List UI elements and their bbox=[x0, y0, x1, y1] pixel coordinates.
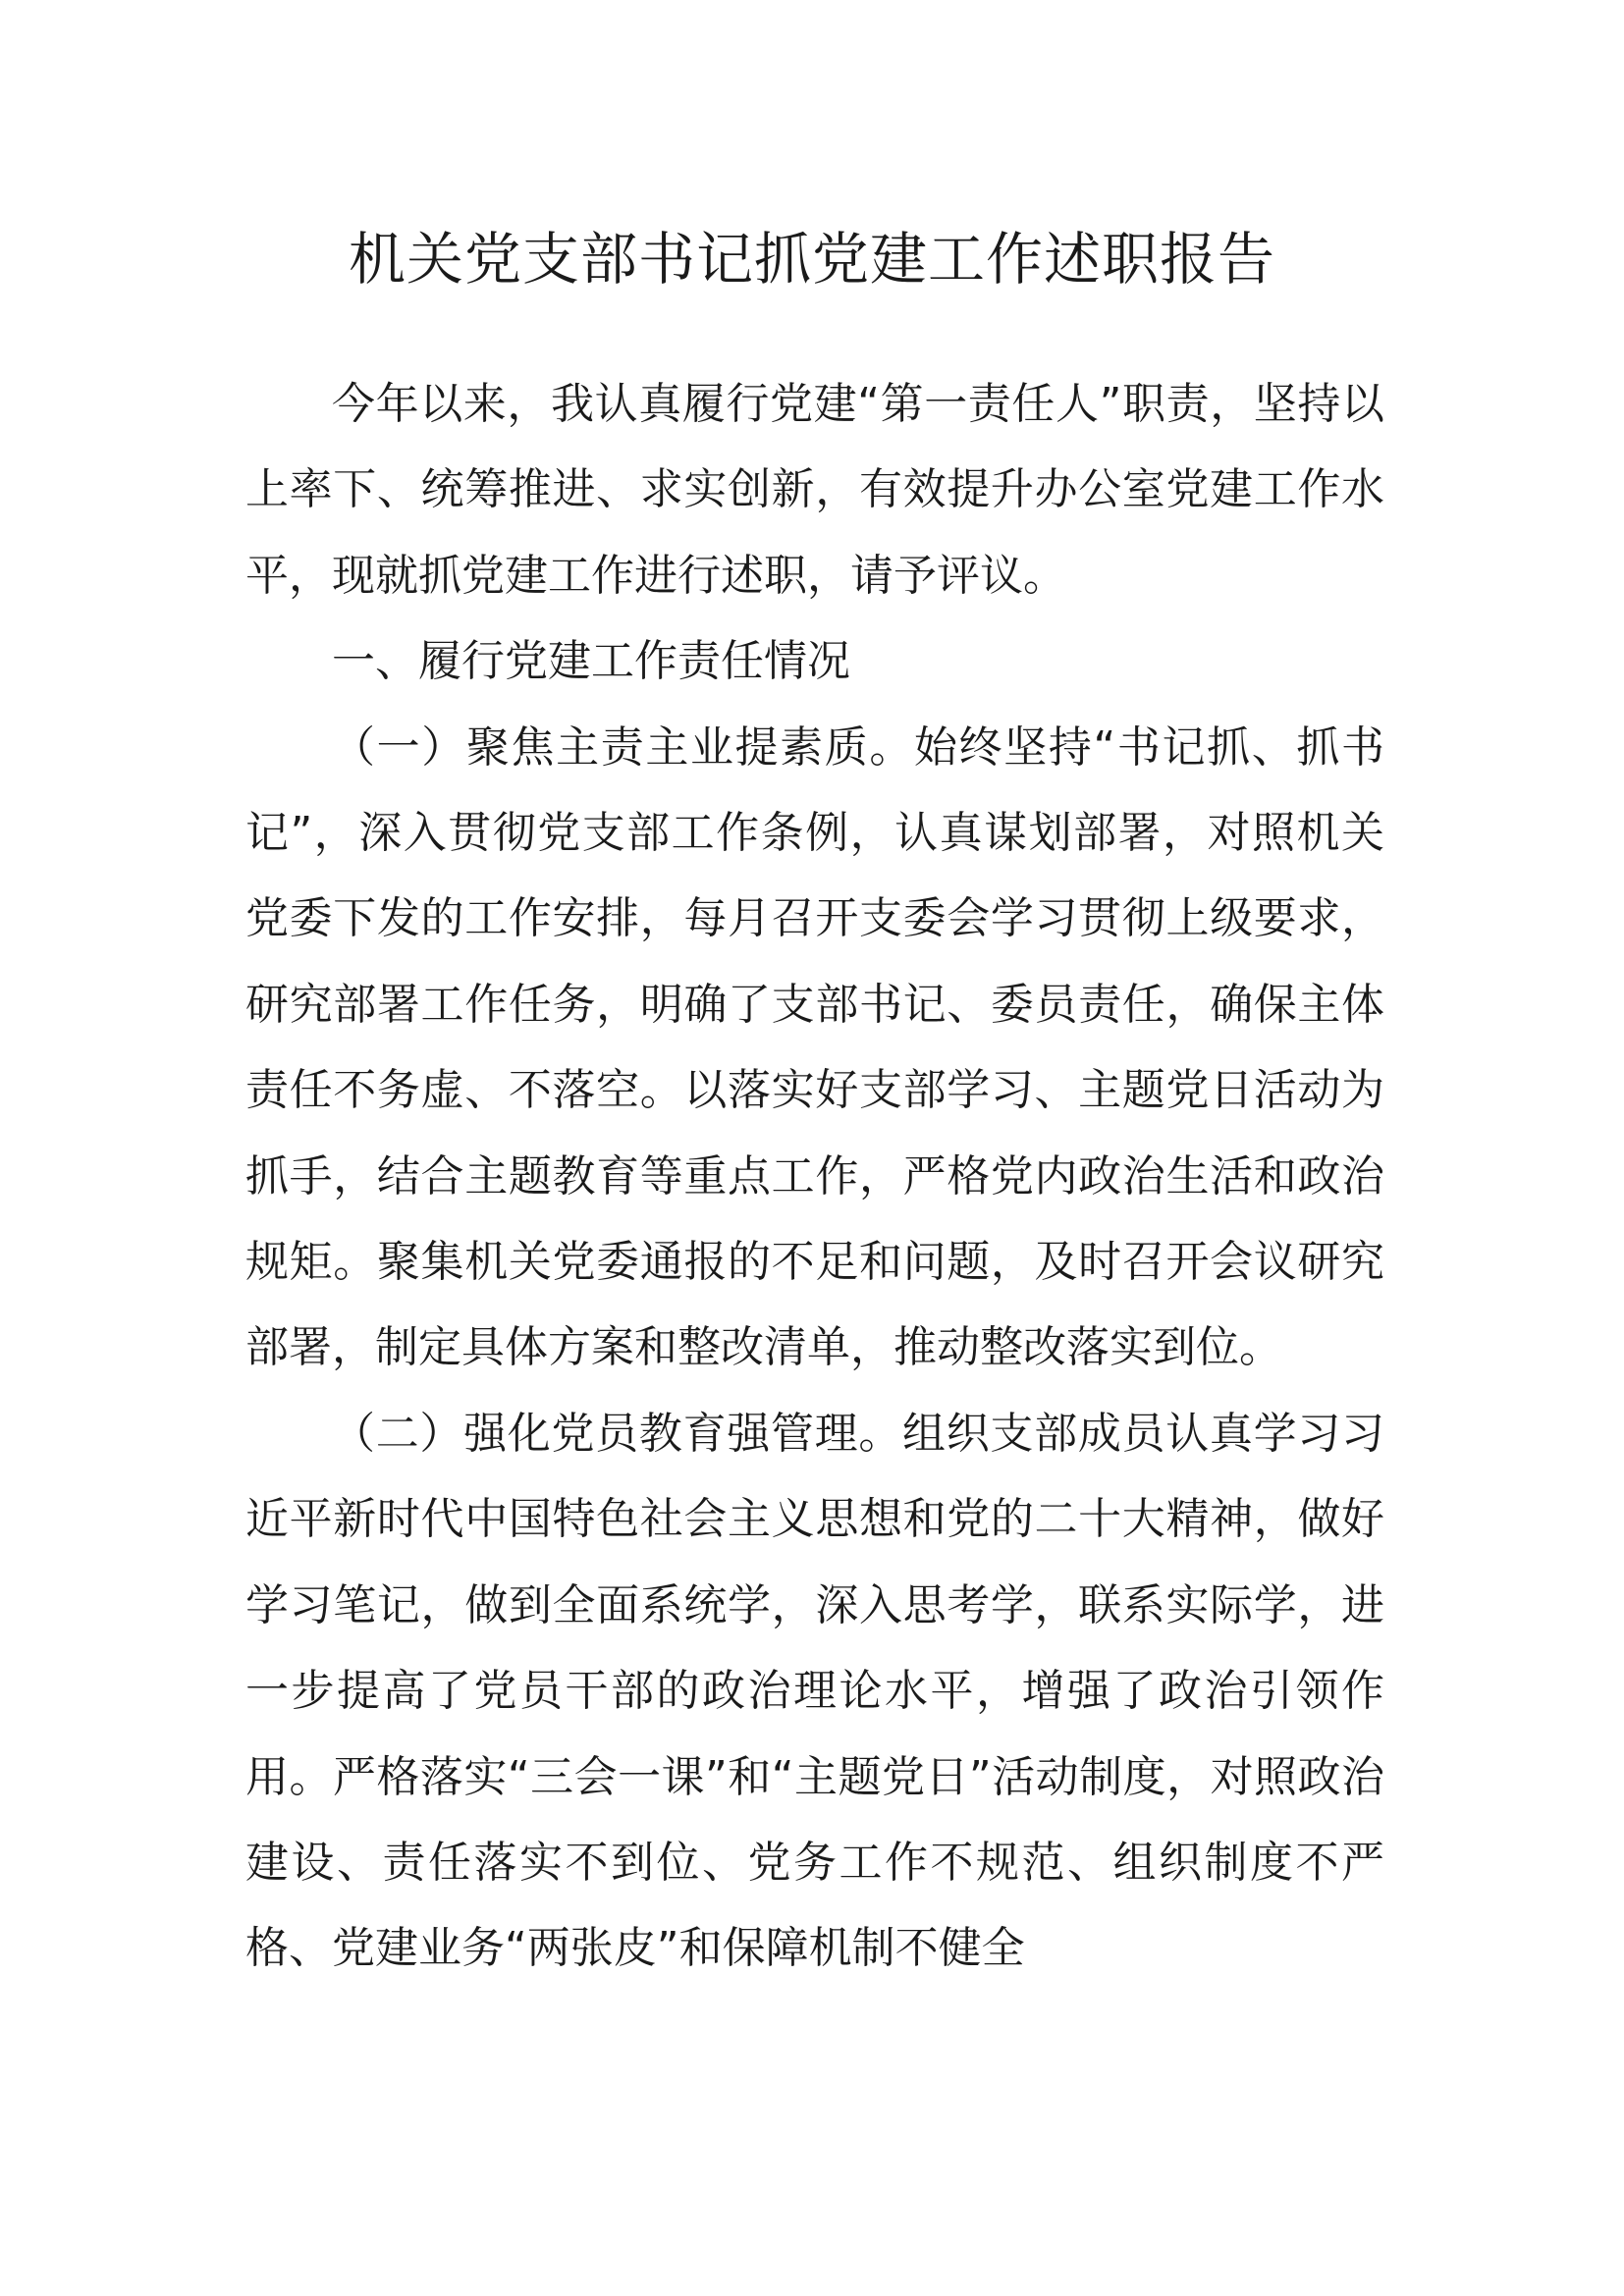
section-heading-1: 一、履行党建工作责任情况 bbox=[332, 636, 850, 687]
subsection-paragraph-1: （一）聚焦主责主业提素质。始终坚持“书记抓、抓书记”，深入贯彻党支部工作条例，认真谋划部署，对照机关党委下发的工作安排，每月召开支委会学习贯彻上级要求，研究部署工作任务，明确了支部书记、委员责任，确保主体责任不务虚、不落空。以落实好支部学习、主题党日活动为抓手，结合主题教育等重点工作，严格党内政治生活和政治规矩。聚集机关党委通报的不足和问题，及时召开会议研究部署，制定具体方案和整改清单，推动整改落实到位。 bbox=[245, 721, 1384, 1373]
document-body bbox=[245, 361, 1384, 1992]
document-title: 机关党支部书记抓党建工作述职报告 bbox=[348, 226, 1275, 293]
intro-paragraph: 今年以来，我认真履行党建“第一责任人”职责，坚持以上率下、统筹推进、求实创新，有效提升办公室党建工作水平，现就抓党建工作进行述职，请予评议。 bbox=[245, 379, 1384, 601]
subsection-paragraph-2: （二）强化党员教育强管理。组织支部成员认真学习习近平新时代中国特色社会主义思想和党的二十大精神，做好学习笔记，做到全面系统学，深入思考学，联系实际学，进一步提高了党员干部的政治理论水平，增强了政治引领作用。严格落实“三会一课”和“主题党日”活动制度，对照政治建设、责任落实不到位、党务工作不规范、组织制度不严格、党建业务“两张皮”和保障机制不健全 bbox=[245, 1408, 1384, 1974]
